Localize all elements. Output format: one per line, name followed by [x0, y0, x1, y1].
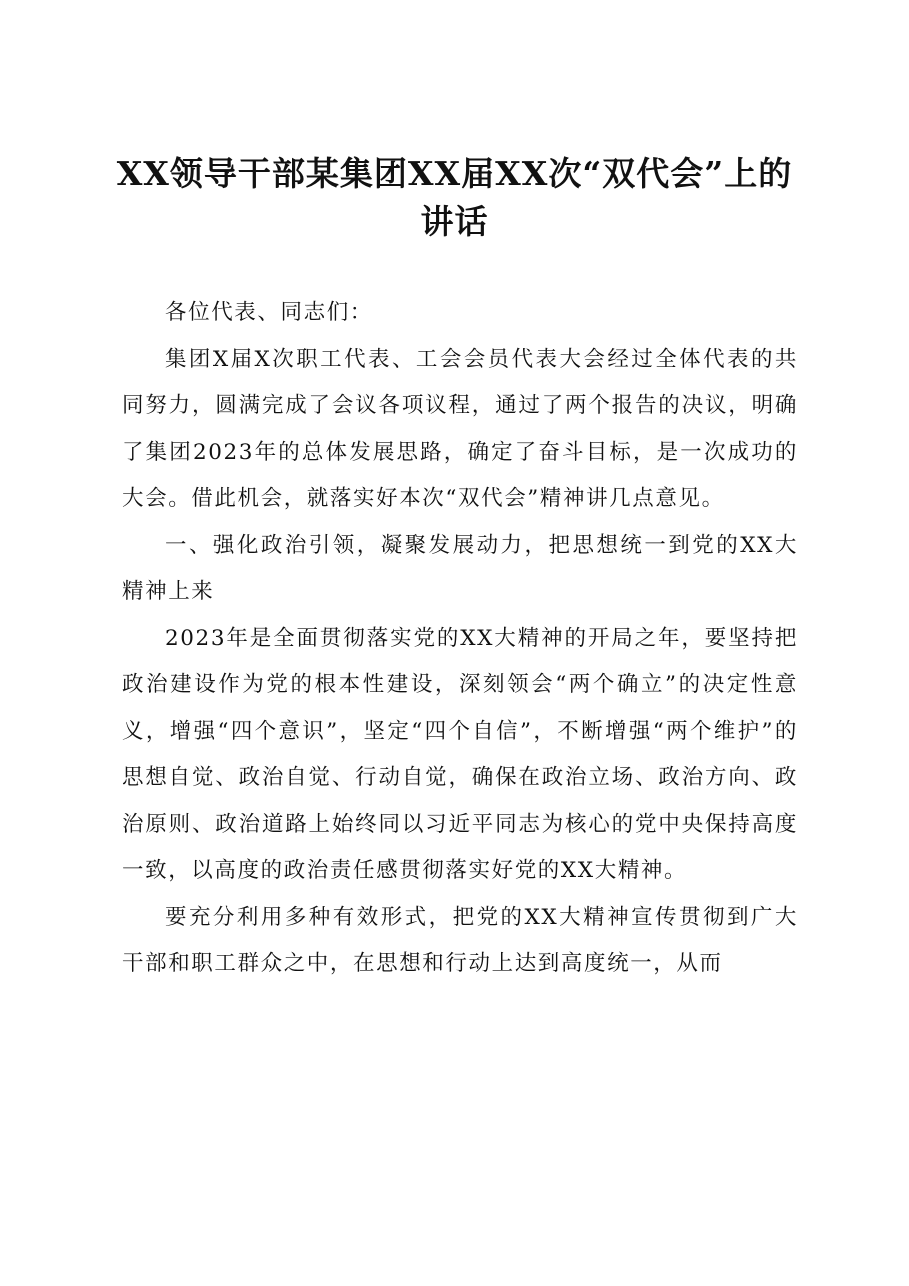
paragraph-section-1-a: 2023年是全面贯彻落实党的XX大精神的开局之年，要坚持把政治建设作为党的根本性建设，深刻领会“两个确立”的决定性意义，增强“四个意识”，坚定“四个自信”，不断增强“两个维护”的思想自觉、政治自觉、行动自觉，确保在政治立场、政治方向、政治原则、政治道路上始终同以习近平同志为核心的党中央保持高度一致，以高度的政治责任感贯彻落实好党的XX大精神。 — [122, 625, 798, 883]
title-line-2: 讲话 — [420, 202, 489, 241]
paragraph-intro: 集团X届X次职工代表、工会会员代表大会经过全体代表的共同努力，圆满完成了会议各项议程，通过了两个报告的决议，明确了集团2023年的总体发展思路，确定了奋斗目标，是一次成功的大会。借此机会，就落实好本次“双代会”精神讲几点意见。 — [122, 346, 798, 511]
document-title — [100, 150, 809, 246]
title-line-1: XX领导干部某集团XX届XX次“双代会”上的 — [116, 154, 793, 193]
section-heading-1: 一、强化政治引领，凝聚发展动力，把思想统一到党的XX大精神上来 — [122, 532, 798, 604]
salutation: 各位代表、同志们： — [165, 300, 373, 325]
paragraph-section-1-b: 要充分利用多种有效形式，把党的XX大精神宣传贯彻到广大干部和职工群众之中，在思想和行动上达到高度统一，从而 — [122, 904, 798, 976]
document-body — [122, 290, 798, 988]
